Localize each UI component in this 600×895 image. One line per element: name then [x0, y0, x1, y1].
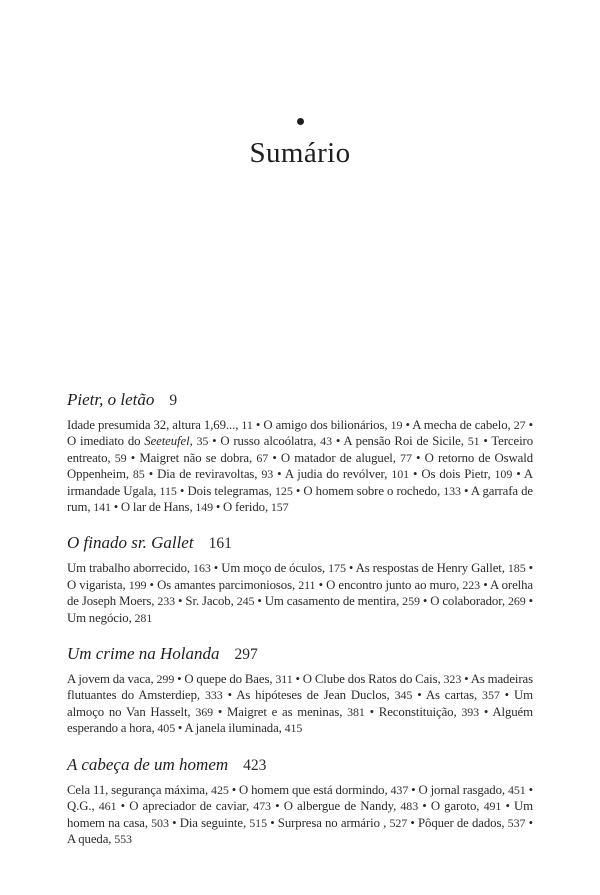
- entry-page-number: 141: [93, 500, 111, 515]
- entry-separator-bullet-icon: •: [525, 561, 534, 576]
- entry-separator-bullet-icon: •: [480, 577, 491, 592]
- entry-page-number: 175: [328, 561, 346, 576]
- entry-label: A jovem da vaca: [67, 672, 151, 687]
- entry-separator-bullet-icon: •: [270, 799, 284, 814]
- entry-label: As madeiras flutuantes do Amsterdiep: [67, 672, 534, 703]
- chapter-title-text: O finado sr. Gallet: [67, 533, 194, 553]
- entry-label: O retorno de Oswald Oppenheim: [67, 450, 534, 482]
- entry-separator-bullet-icon: •: [345, 561, 356, 576]
- entry-page-number: 437: [390, 782, 409, 797]
- chapter-entries: Cela 11, segurança máxima, 425 • O homem que está dormindo, 437 • O jornal rasgado, 451 • Q.G., 461 • O apreciador de caviar, 473 • O albergue de Nandy, 483 • O garoto, 491 • Um homem na casa, 503 • Dia seguinte, 515 • Surpresa no armário , 527 • Pôquer de dados, 537 • A queda, 553: [67, 782, 534, 846]
- entry-label: A garrafa de rum: [67, 483, 533, 515]
- entry-label: Pôquer de dados: [418, 815, 502, 830]
- entry-separator-bullet-icon: •: [525, 418, 534, 432]
- entry-separator-bullet-icon: •: [315, 577, 327, 592]
- entry-separator-bullet-icon: •: [252, 418, 264, 432]
- entry-label: O matador de aluguel: [280, 450, 393, 465]
- entry-label: Sr. Jacob: [185, 594, 231, 609]
- entry-separator-bullet-icon: •: [174, 672, 185, 687]
- entry-page-number: 233: [157, 594, 176, 609]
- entry-label: A orelha de Joseph Moers: [67, 577, 533, 609]
- entry-separator-bullet-icon: •: [213, 500, 224, 515]
- toc-section: [67, 388, 533, 515]
- chapter-title-text: A cabeça de um homem: [67, 754, 229, 774]
- entry-label: A queda: [67, 831, 109, 846]
- entry-label: O imediato do Seeteufel: [67, 434, 190, 449]
- entry-separator-bullet-icon: •: [146, 577, 158, 592]
- entry-page-number: 43: [320, 434, 332, 449]
- entry-separator-bullet-icon: •: [418, 799, 431, 814]
- entry-label: Dia seguinte: [179, 815, 243, 830]
- entry-page-number: 93: [261, 467, 274, 482]
- chapter-entries: Um trabalho aborrecido, 163 • Um moço de óculos, 175 • As respostas de Henry Gallet, 185 • O vigarista, 199 • Os amantes parcimoniosos, 211 • O encontro junto ao muro, 223 • A orelha de Joseph Moers, 233 • Sr. Jacob, 245 • Um casamento de mentira, 259 • O colaborador, 269 • Um negócio, 281: [67, 561, 534, 625]
- entry-label: O homem que está dormindo: [239, 782, 385, 797]
- entry-page-number: 527: [389, 815, 408, 830]
- toc-section: [67, 531, 533, 626]
- entry-separator-bullet-icon: •: [228, 782, 240, 797]
- entry-label: O jornal rasgado: [418, 782, 502, 797]
- entry-page-number: 125: [275, 483, 293, 498]
- entry-page-number: 299: [156, 672, 175, 687]
- entry-label: O garoto: [430, 799, 477, 814]
- entry-label: A judia do revólver: [284, 467, 385, 482]
- entry-label: Um trabalho aborrecido: [67, 561, 187, 576]
- entry-page-number: 405: [157, 721, 176, 736]
- entry-separator-bullet-icon: •: [501, 799, 515, 814]
- entry-label: O homem sobre o rochedo: [303, 483, 437, 498]
- entry-label: As respostas de Henry Gallet: [355, 561, 502, 576]
- page-title: Sumário: [249, 137, 351, 169]
- entry-separator-bullet-icon: •: [411, 450, 425, 465]
- chapter-title: [67, 388, 533, 412]
- entry-label: Alguém esperando a hora: [67, 704, 533, 736]
- entry-label: A pensão Roi de Sicile: [343, 434, 461, 449]
- entry-separator-bullet-icon: •: [268, 450, 281, 465]
- entry-separator-bullet-icon: •: [110, 500, 121, 515]
- chapter-title-text: Um crime na Holanda: [67, 644, 220, 664]
- entry-separator-bullet-icon: •: [412, 688, 426, 703]
- chapter-page-number: 423: [243, 756, 267, 774]
- entry-separator-bullet-icon: •: [213, 704, 227, 719]
- entry-separator-bullet-icon: •: [408, 782, 419, 797]
- entry-page-number: 59: [114, 450, 127, 465]
- entry-page-number: 451: [507, 782, 526, 797]
- entry-label: A irmandade Ugala: [67, 467, 534, 498]
- entry-separator-bullet-icon: •: [512, 467, 524, 482]
- entry-separator-bullet-icon: •: [460, 483, 471, 498]
- entry-label: O russo alcoólatra: [220, 434, 314, 449]
- entry-page-number: 281: [134, 610, 153, 625]
- entry-page-number: 245: [236, 594, 255, 609]
- entry-label: Os dois Pietr: [421, 467, 488, 482]
- entry-page-number: 553: [114, 831, 132, 846]
- entry-label: Maigret e as meninas: [227, 704, 340, 719]
- entry-page-number: 537: [507, 815, 526, 830]
- entry-label: O Clube dos Ratos do Cais: [302, 672, 438, 687]
- entry-label: Dia de reviravoltas: [157, 467, 255, 482]
- chapter-title: [67, 642, 533, 666]
- title-ornament-bullet-icon: [297, 118, 304, 125]
- entry-separator-bullet-icon: •: [364, 704, 379, 719]
- entry-label: Q.G.: [67, 799, 92, 814]
- entry-page-number: 27: [513, 418, 526, 432]
- entry-separator-bullet-icon: •: [176, 483, 188, 498]
- entry-separator-bullet-icon: •: [525, 782, 533, 797]
- entry-page-number: 357: [482, 688, 500, 703]
- chapter-entries: A jovem da vaca, 299 • O quepe do Baes, 311 • O Clube dos Ratos do Cais, 323 • As madeiras flutuantes do Amsterdiep, 333 • As hipóteses de Jean Duclos, 345 • As cartas, 357 • Um almoço no Van Hasselt, 369 • Maigret e as meninas, 381 • Reconstituição, 393 • Alguém esperando a hora, 405 • A janela iluminada, 415: [67, 672, 534, 736]
- entry-page-number: 163: [193, 561, 211, 576]
- entry-label-italic: Seeteufel: [144, 434, 190, 449]
- chapter-title-text: Pietr, o letão: [67, 390, 155, 409]
- chapter-title: [67, 531, 533, 555]
- toc: [67, 388, 533, 847]
- entry-label: Cela 11, segurança máxima: [67, 782, 205, 797]
- entry-label: Um moço de óculos: [221, 561, 322, 576]
- entry-page-number: 425: [211, 782, 229, 797]
- entry-page-number: 115: [159, 483, 177, 498]
- entry-page-number: 85: [132, 467, 145, 482]
- entry-label: Os amantes parcimoniosos: [157, 577, 292, 592]
- entry-separator-bullet-icon: •: [419, 594, 431, 609]
- entry-page-number: 393: [461, 704, 480, 719]
- entry-page-number: 515: [249, 815, 267, 830]
- entry-label: Surpresa no armário: [277, 815, 384, 830]
- entry-page-number: 491: [483, 799, 502, 814]
- entry-separator-bullet-icon: •: [144, 467, 158, 482]
- entry-page-number: 101: [391, 467, 410, 482]
- entry-separator-bullet-icon: •: [210, 561, 222, 576]
- chapter-entries: Idade presumida 32, altura 1,69..., 11 • O amigo dos bilionários, 19 • A mecha de cabelo, 27 • O imediato do Seeteufel, 35 • O russo alcoólatra, 43 • A pensão Roi de Sicile, 51 • Terceiro entreato, 59 • Maigret não se dobra, 67 • O matador de aluguel, 77 • O retorno de Oswald Oppenheim, 85 • Dia de reviravoltas, 93 • A judia do revólver, 101 • Os dois Pietr, 109 • A irmandade Ugala, 115 • Dois telegramas, 125 • O homem sobre o rochedo, 133 • A garrafa de rum, 141 • O lar de Hans, 149 • O ferido, 157: [67, 418, 534, 515]
- entry-separator-bullet-icon: •: [402, 418, 413, 432]
- entry-page-number: 259: [402, 594, 420, 609]
- entry-separator-bullet-icon: •: [331, 434, 344, 449]
- entry-label: A mecha de cabelo: [412, 418, 508, 432]
- entry-separator-bullet-icon: •: [292, 672, 303, 687]
- entry-separator-bullet-icon: •: [116, 799, 130, 814]
- entry-label: Um casamento de mentira: [264, 594, 397, 609]
- entry-label: O lar de Hans: [120, 500, 190, 515]
- entry-separator-bullet-icon: •: [168, 815, 180, 830]
- entry-label: O apreciador de caviar: [129, 799, 246, 814]
- entry-label: A janela iluminada: [184, 721, 279, 736]
- entry-page-number: 109: [494, 467, 513, 482]
- entry-label: O encontro junto ao muro: [326, 577, 457, 592]
- entry-label: Um negócio: [67, 610, 129, 625]
- entry-separator-bullet-icon: •: [273, 467, 285, 482]
- entry-label: O amigo dos bilionários: [263, 418, 385, 432]
- entry-separator-bullet-icon: •: [407, 815, 418, 830]
- entry-separator-bullet-icon: •: [525, 594, 534, 609]
- entry-label: Um homem na casa: [67, 799, 534, 830]
- entry-separator-bullet-icon: •: [266, 815, 278, 830]
- chapter-page-number: 9: [169, 392, 178, 409]
- entry-separator-bullet-icon: •: [222, 688, 237, 703]
- entry-page-number: 503: [151, 815, 169, 830]
- entry-separator-bullet-icon: •: [525, 815, 533, 830]
- entry-page-number: 223: [462, 577, 481, 592]
- entry-separator-bullet-icon: •: [175, 721, 185, 736]
- entry-page-number: 133: [443, 483, 461, 498]
- entry-label: Um almoço no Van Hasselt: [67, 688, 533, 719]
- entry-separator-bullet-icon: •: [461, 672, 471, 687]
- entry-page-number: 269: [507, 594, 526, 609]
- entry-label: Idade presumida 32, altura 1,69...: [67, 418, 236, 432]
- entry-label: O quepe do Baes: [184, 672, 270, 687]
- toc-section: [67, 642, 533, 737]
- entry-label: O vigarista: [67, 577, 123, 592]
- entry-separator-bullet-icon: •: [409, 467, 422, 482]
- entry-page-number: 19: [390, 418, 403, 432]
- entry-page-number: 381: [347, 704, 365, 719]
- entry-page-number: 51: [467, 434, 480, 449]
- entry-page-number: 483: [400, 799, 419, 814]
- entry-label: Terceiro entreato: [67, 434, 533, 465]
- entry-page-number: 67: [256, 450, 269, 465]
- entry-separator-bullet-icon: •: [208, 434, 221, 449]
- entry-label: O ferido: [223, 500, 265, 515]
- entry-separator-bullet-icon: •: [499, 688, 514, 703]
- entry-label: O albergue de Nandy: [283, 799, 394, 814]
- entry-page-number: 35: [196, 434, 209, 449]
- entry-separator-bullet-icon: •: [479, 704, 493, 719]
- entry-page-number: 473: [253, 799, 271, 814]
- entry-page-number: 369: [195, 704, 214, 719]
- entry-page-number: 185: [507, 561, 526, 576]
- chapter-page-number: 161: [208, 535, 232, 553]
- entry-label: As hipóteses de Jean Duclos: [236, 688, 387, 703]
- toc-section: [67, 753, 533, 848]
- entry-label: Maigret não se dobra: [139, 450, 250, 465]
- entry-separator-bullet-icon: •: [175, 594, 186, 609]
- entry-page-number: 461: [98, 799, 117, 814]
- entry-label: As cartas: [425, 688, 475, 703]
- entry-page-number: 199: [128, 577, 147, 592]
- entry-page-number: 333: [204, 688, 223, 703]
- entry-page-number: 311: [275, 672, 293, 687]
- entry-separator-bullet-icon: •: [479, 434, 492, 449]
- entry-label: O colaborador: [430, 594, 502, 609]
- entry-separator-bullet-icon: •: [126, 450, 140, 465]
- entry-page-number: 77: [400, 450, 412, 465]
- entry-page-number: 11: [241, 418, 253, 432]
- entry-label: Reconstituição: [378, 704, 454, 719]
- entry-separator-bullet-icon: •: [292, 483, 304, 498]
- entry-page-number: 415: [284, 721, 303, 736]
- chapter-page-number: 297: [234, 646, 258, 664]
- entry-page-number: 345: [394, 688, 413, 703]
- entry-separator-bullet-icon: •: [254, 594, 265, 609]
- entry-label: Dois telegramas: [187, 483, 269, 498]
- entry-page-number: 149: [195, 500, 214, 515]
- entry-page-number: 157: [270, 500, 289, 515]
- page-header: [0, 0, 600, 170]
- entry-page-number: 323: [443, 672, 462, 687]
- entry-page-number: 211: [298, 577, 316, 592]
- chapter-title: [67, 753, 533, 777]
